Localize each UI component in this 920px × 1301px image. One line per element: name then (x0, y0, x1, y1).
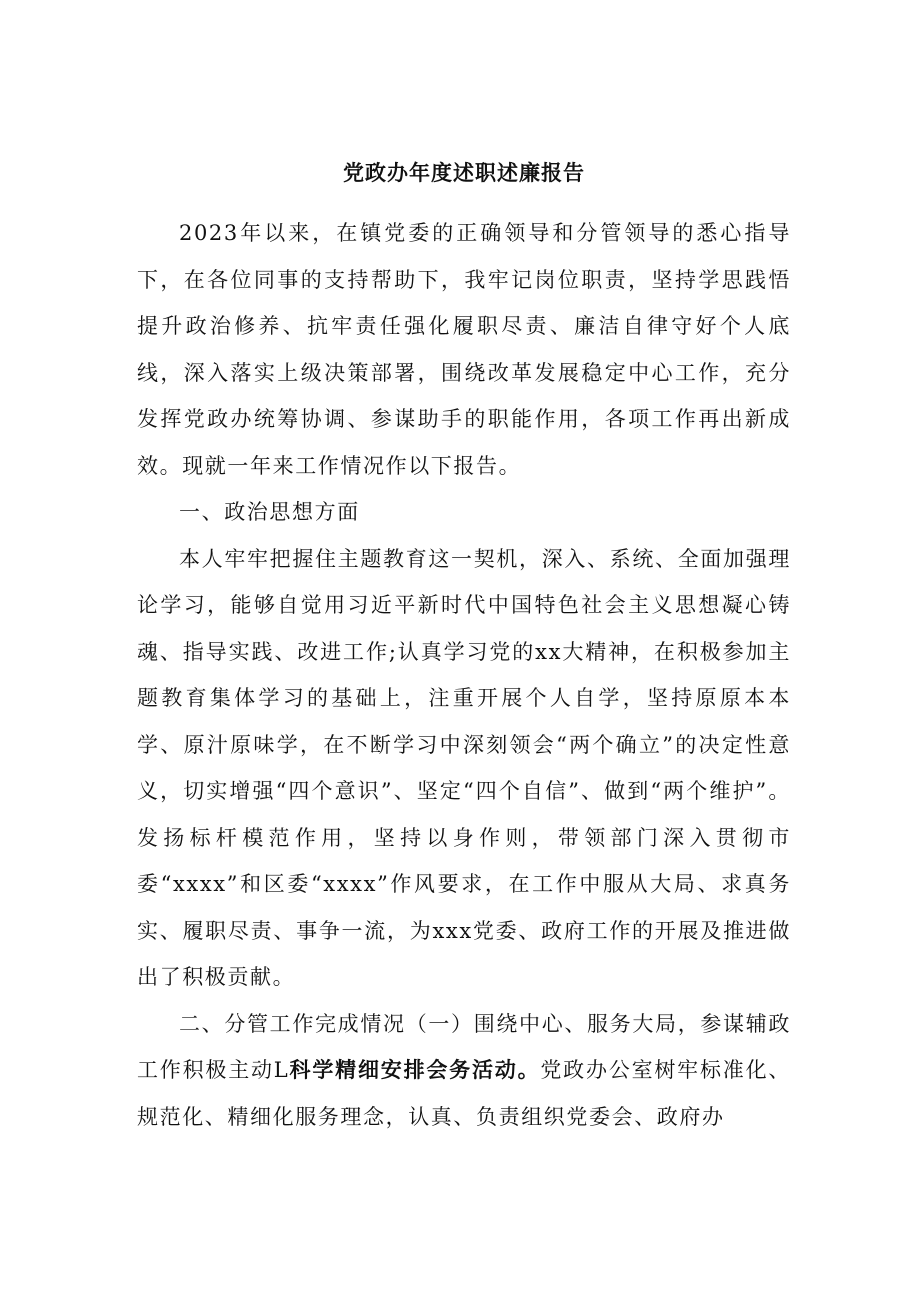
political-thought-paragraph: 本人牢牢把握住主题教育这一契机，深入、系统、全面加强理论学习，能够自觉用习近平新时代中国特色社会主义思想凝心铸魂、指导实践、改进工作;认真学习党的xx大精神，在积极参加主题教育集体学习的基础上，注重开展个人自学，坚持原原本本学、原汁原味学，在不断学习中深刻领会“两个确立”的决定性意义，切实增强“四个意识”、坚定“四个自信”、做到“两个维护”。发扬标杆模范作用，坚持以身作则，带领部门深入贯彻市委“xxxx”和区委“xxxx”作风要求，在工作中服从大局、求真务实、履职尽责、事争一流，为xxx党委、政府工作的开展及推进做出了积极贡献。 (137, 546, 791, 989)
intro-paragraph: 2023年以来，在镇党委的正确领导和分管领导的悉心指导下，在各位同事的支持帮助下，我牢记岗位职责，坚持学思践悟提升政治修养、抗牢责任强化履职尽责、廉洁自律守好个人底线，深入落实上级决策部署，围绕改革发展稳定中心工作，充分发挥党政办统筹协调、参谋助手的职能作用，各项工作再出新成效。现就一年来工作情况作以下报告。 (137, 221, 791, 478)
section-heading-political: 一、政治思想方面 (179, 500, 360, 524)
work-completion-text: 党政办公室树牢标准化、规范化、精细化服务理念，认真、负责组织党委会、政府办 (137, 1058, 791, 1129)
work-completion-lead: 二、分管工作完成情况（一）围绕中心、服务大局，参谋辅政工作积极主动L (137, 1011, 791, 1082)
work-completion-bold-heading: 科学精细安排会务活动。 (289, 1057, 541, 1082)
document-title: 党政办年度述职述廉报告 (343, 160, 585, 185)
document-page (137, 150, 791, 1140)
work-completion-paragraph (137, 1001, 791, 1141)
